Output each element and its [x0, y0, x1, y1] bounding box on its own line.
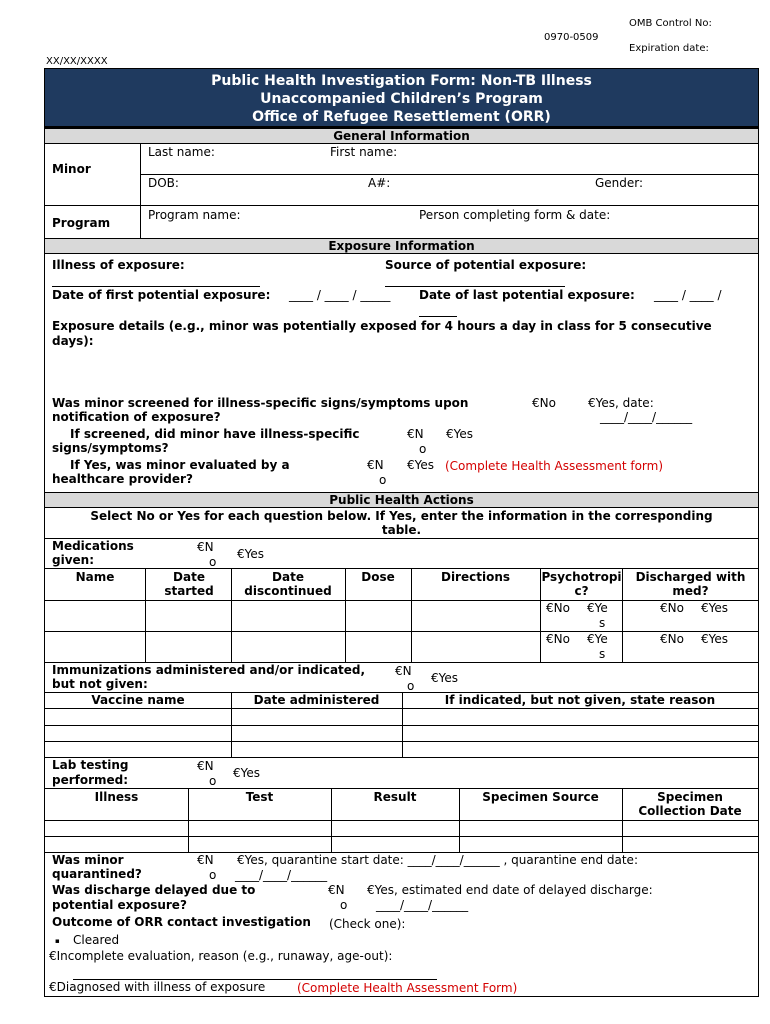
med-row1-dis-no[interactable]: €No: [660, 601, 684, 615]
evaluated-question-2: healthcare provider?: [52, 472, 193, 486]
last-date-blanks[interactable]: ____ / ____ /: [654, 288, 722, 302]
med-col-psychotropic: Psychotropic?: [541, 570, 622, 598]
section-actions-title: Public Health Actions: [45, 492, 758, 508]
evaluated-question: If Yes, was minor evaluated by a: [70, 458, 290, 472]
quarantine-yes-checkbox[interactable]: €Yes, quarantine start date: ____/____/______ , quarantine end date:: [237, 853, 638, 867]
outcome-diagnosed-note: (Complete Health Assessment Form): [297, 981, 518, 995]
meds-question: Medications: [52, 539, 134, 553]
lab-col-collection-date: Specimen Collection Date: [638, 790, 742, 818]
expiration-label: Expiration date:: [629, 43, 709, 54]
screened-question: Was minor screened for illness-specific signs/symptoms upon: [52, 396, 469, 410]
program-label: Program: [52, 216, 111, 230]
a-number-field[interactable]: A#:: [368, 176, 391, 190]
med-row1-psy-no[interactable]: €No: [546, 601, 570, 615]
screened-question-2: notification of exposure?: [52, 410, 221, 424]
header-office: Office of Refugee Resettlement (ORR): [252, 109, 551, 125]
med-col-date-started: Date started: [164, 570, 214, 598]
minor-label: Minor: [52, 162, 91, 176]
details-label: Exposure details (e.g., minor was potentially exposed for 4 hours a day in class for 5 consecutive: [52, 319, 712, 333]
evaluated-no-checkbox[interactable]: €N: [367, 458, 384, 472]
imm-question-2: but not given:: [52, 677, 148, 691]
actions-instruction: Select No or Yes for each question below. If Yes, enter the information in the corresponding: [90, 509, 713, 523]
gender-field[interactable]: Gender:: [595, 176, 644, 190]
screened-no-checkbox[interactable]: €No: [532, 396, 556, 410]
quarantine-no-checkbox[interactable]: €N: [197, 853, 214, 867]
med-col-date-discontinued: Date discontinued: [244, 570, 332, 598]
meds-question-2: given:: [52, 553, 95, 567]
med-row2-psy-no[interactable]: €No: [546, 632, 570, 646]
vaccine-col-reason: If indicated, but not given, state reason: [444, 693, 716, 707]
symptoms-no-checkbox[interactable]: €N: [407, 427, 424, 441]
med-row1-psy-yes-s: s: [599, 616, 606, 630]
symptoms-question-2: signs/symptoms?: [52, 441, 169, 455]
first-date-blanks[interactable]: ____ / ____ / _____: [289, 288, 391, 302]
lab-yes-checkbox[interactable]: €Yes: [233, 766, 261, 780]
evaluated-note: (Complete Health Assessment form): [445, 459, 664, 473]
lab-col-illness: Illness: [94, 790, 139, 804]
omb-number: 0970-0509: [544, 32, 599, 43]
program-name-field[interactable]: Program name:: [148, 208, 241, 222]
med-col-name: Name: [75, 570, 115, 584]
last-date-label: Date of last potential exposure:: [419, 288, 635, 302]
lab-no-o: o: [209, 774, 217, 788]
vaccine-col-date: Date administered: [253, 693, 380, 707]
lab-col-result: Result: [373, 790, 417, 804]
quarantine-question-2: quarantined?: [52, 867, 142, 881]
discharge-question: Was discharge delayed due to: [52, 883, 256, 897]
imm-no-o: o: [407, 679, 415, 693]
cleared-checkbox[interactable]: ▪: [55, 937, 60, 945]
outcome-cleared[interactable]: Cleared: [73, 933, 120, 947]
discharge-end-blanks[interactable]: ____/____/______: [376, 898, 469, 912]
quarantine-question: Was minor: [52, 853, 124, 867]
first-date-label: Date of first potential exposure:: [52, 288, 271, 302]
med-row2-psy-yes[interactable]: €Ye: [587, 632, 608, 646]
details-label-2: days):: [52, 334, 94, 348]
source-label: Source of potential exposure:: [385, 258, 587, 272]
last-name-field[interactable]: Last name:: [148, 145, 215, 159]
imm-yes-checkbox[interactable]: €Yes: [431, 671, 459, 685]
outcome-incomplete[interactable]: €Incomplete evaluation, reason (e.g., runaway, age-out):: [49, 949, 393, 963]
outcome-diagnosed[interactable]: €Diagnosed with illness of exposure: [49, 980, 266, 994]
screened-yes-checkbox[interactable]: €Yes, date:: [588, 396, 654, 410]
meds-no-o: o: [209, 555, 217, 569]
med-row1-psy-yes[interactable]: €Ye: [587, 601, 608, 615]
lab-col-source: Specimen Source: [482, 790, 599, 804]
symptoms-yes-checkbox[interactable]: €Yes: [446, 427, 474, 441]
quarantine-no-o: o: [209, 868, 217, 882]
med-col-discharged: Discharged with med?: [635, 570, 746, 598]
date-placeholder: XX/XX/XXXX: [46, 56, 108, 67]
header-program: Unaccompanied Children’s Program: [260, 91, 543, 107]
illness-line[interactable]: [52, 286, 260, 287]
discharge-question-2: potential exposure?: [52, 898, 187, 912]
first-name-field[interactable]: First name:: [330, 145, 398, 159]
med-row2-psy-yes-s: s: [599, 647, 606, 661]
discharge-no-checkbox[interactable]: €N: [328, 883, 345, 897]
med-row2-dis-no[interactable]: €No: [660, 632, 684, 646]
med-row2-dis-yes[interactable]: €Yes: [701, 632, 729, 646]
outcome-hint: (Check one):: [329, 917, 406, 931]
evaluated-no-o: o: [379, 473, 387, 487]
med-row1-dis-yes[interactable]: €Yes: [701, 601, 729, 615]
imm-no-checkbox[interactable]: €N: [395, 664, 412, 678]
med-col-dose: Dose: [361, 570, 395, 584]
lab-question-2: performed:: [52, 773, 129, 787]
discharge-yes-checkbox[interactable]: €Yes, estimated end date of delayed discharge:: [367, 883, 653, 897]
screened-date-blanks[interactable]: ____/____/______: [600, 410, 693, 424]
lab-col-test: Test: [245, 790, 274, 804]
form-header: [44, 68, 759, 127]
lab-question: Lab testing: [52, 758, 129, 772]
header-title: Public Health Investigation Form: Non-TB Illness: [211, 73, 592, 89]
section-general-title: General Information: [45, 128, 758, 144]
meds-no-checkbox[interactable]: €N: [197, 540, 214, 554]
outcome-label: Outcome of ORR contact investigation: [52, 915, 311, 929]
symptoms-no-o: o: [419, 442, 427, 456]
form-body: [44, 127, 759, 997]
symptoms-question: If screened, did minor have illness-specific: [70, 427, 360, 441]
discharge-no-o: o: [340, 898, 348, 912]
med-col-directions: Directions: [440, 570, 511, 584]
lab-no-checkbox[interactable]: €N: [197, 759, 214, 773]
section-exposure-title: Exposure Information: [45, 238, 758, 254]
imm-question: Immunizations administered and/or indicated,: [52, 663, 366, 677]
illness-label: Illness of exposure:: [52, 258, 185, 272]
omb-label: OMB Control No:: [629, 18, 712, 29]
meds-yes-checkbox[interactable]: €Yes: [237, 547, 265, 561]
source-line[interactable]: [385, 286, 565, 287]
person-completing-field[interactable]: Person completing form & date:: [419, 208, 611, 222]
quarantine-end-blanks[interactable]: ____/____/______: [235, 868, 328, 882]
actions-instruction-2: table.: [381, 523, 422, 537]
evaluated-yes-checkbox[interactable]: €Yes: [407, 458, 435, 472]
vaccine-col-name: Vaccine name: [91, 693, 185, 707]
dob-field[interactable]: DOB:: [148, 176, 179, 190]
